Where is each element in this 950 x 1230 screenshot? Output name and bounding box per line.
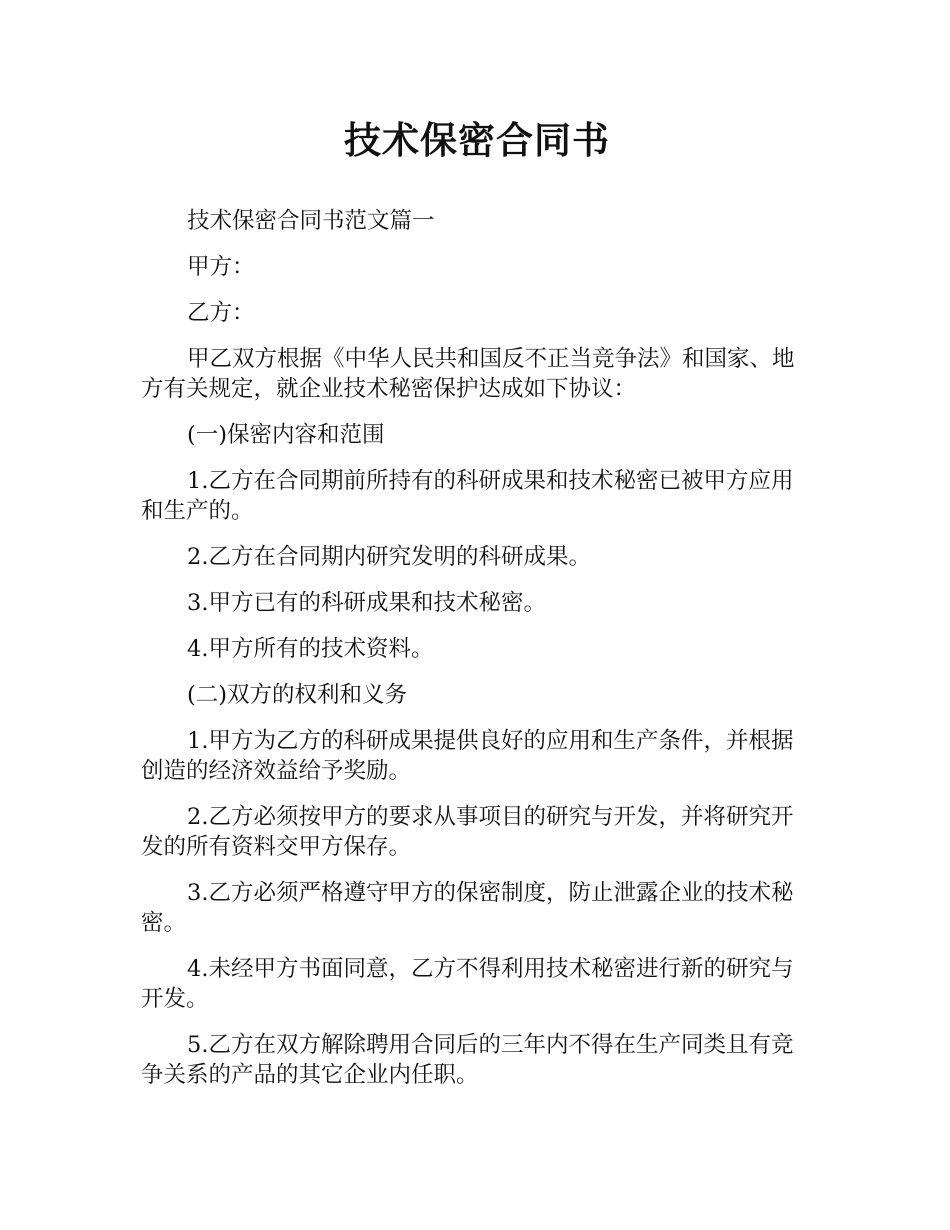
paragraph-item: 1.甲方为乙方的科研成果提供良好的应用和生产条件，并根据创造的经济效益给予奖励。 [141,728,794,784]
paragraph-item: 3.甲方已有的科研成果和技术秘密。 [187,590,546,616]
paragraph-subtitle: 技术保密合同书范文篇一 [187,208,435,234]
paragraph-item: 1.乙方在合同期前所持有的科研成果和技术秘密已被甲方应用和生产的。 [141,468,794,524]
section-heading-rights: (二)双方的权利和义务 [187,682,408,708]
paragraph-intro: 甲乙双方根据《中华人民共和国反不正当竞争法》和国家、地方有关规定，就企业技术秘密保护达成如下协议： [141,346,795,402]
paragraph-item: 5.乙方在双方解除聘用合同后的三年内不得在生产同类且有竞争关系的产品的其它企业内任职。 [141,1032,794,1088]
paragraph-item: 2.乙方在合同期内研究发明的科研成果。 [187,544,591,570]
paragraph-party-b: 乙方： [187,300,255,326]
document-page [141,110,813,1106]
section-heading-scope: (一)保密内容和范围 [187,422,385,448]
document-title: 技术保密合同书 [344,119,610,162]
paragraph-item: 2.乙方必须按甲方的要求从事项目的研究与开发，并将研究开发的所有资料交甲方保存。 [141,804,794,860]
paragraph-party-a: 甲方： [187,254,255,280]
paragraph-item: 4.未经甲方书面同意，乙方不得利用技术秘密进行新的研究与开发。 [141,956,794,1012]
paragraph-item: 4.甲方所有的技术资料。 [187,636,434,662]
paragraph-item: 3.乙方必须严格遵守甲方的保密制度，防止泄露企业的技术秘密。 [141,880,794,936]
